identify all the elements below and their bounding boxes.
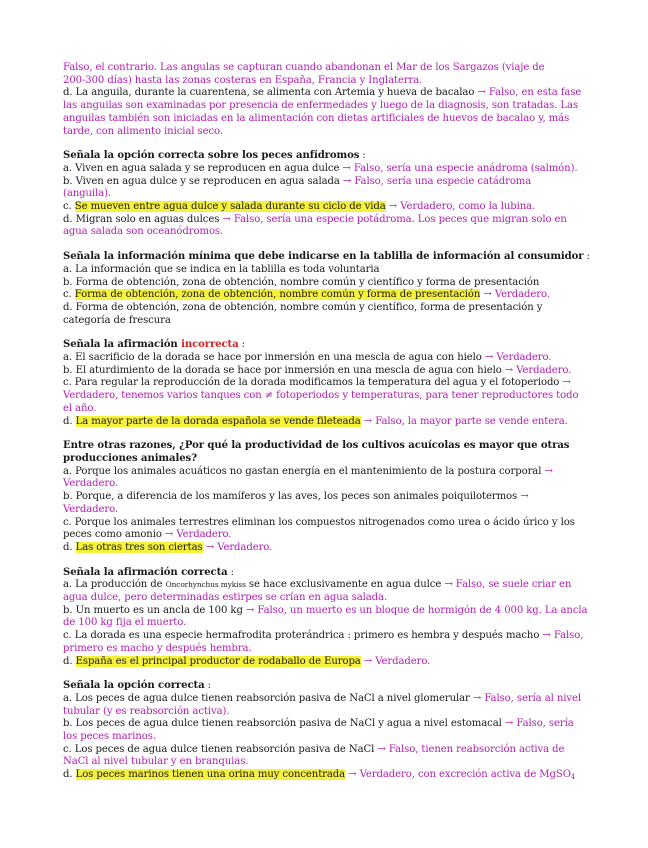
intro-block [63,62,585,138]
question-title-text: Señala la información mínima que debe indicarse en la tablilla de información al consumidor [63,251,584,263]
answer-continuation: el año. [63,402,97,414]
answer-text: → Falso, un muerto es un bloque de hormigón de 4 000 kg. La ancla [242,604,588,616]
species-name: Oncorhynchus mykiss [165,580,246,590]
answer-continuation: (anguila). [63,188,112,200]
answer-arrow: → [517,491,529,503]
option-prefix: d. [63,541,76,553]
option-a [63,693,585,706]
option-text: c. Para regular la reproducción de la dorada modificamos la temperatura del agua y el fotoperiodo [63,377,560,389]
option-text: b. El aturdimiento de la dorada se hace por inmersión en una mescla de agua con hielo [63,364,502,376]
answer-text: → Verdadero. [501,364,572,376]
answer-text: → Falso, tienen reabsorción activa de [374,743,565,755]
option-d [63,416,585,429]
option-text: b. Porque, a diferencia de los mamíferos y las aves, los peces son animales poiquilotermos [63,491,518,503]
answer-text: → Falso, sería [501,718,574,730]
option-prefix: c. [63,201,75,213]
question-block-3 [63,339,585,428]
option-text: d. La anguila, durante la cuarentena, se alimenta con Artemia y hueva de bacalao [63,87,475,99]
answer-continuation: agua dulce, pero determinadas estirpes se crían en agua salada. [63,592,388,604]
option-d [63,656,585,669]
highlighted-option-text: Forma de obtención, zona de obtención, nombre común y forma de presentación [74,289,481,301]
option-d [63,214,585,227]
colon: : [227,566,234,578]
question-title [63,150,585,163]
answer-continuation: Verdadero, tenemos varios tanques con ≠ fotoperiodos y temperaturas, para tener reproductores todo [63,390,579,402]
answer-text [345,769,575,780]
question-block-5 [63,566,588,669]
question-title-text: Señala la afirmación correcta [63,566,228,578]
answer-continuation: primero es macho y después hembra. [63,642,252,654]
option-text: a. Los peces de agua dulce tienen reabsorción pasiva de NaCl a nivel glomerular [63,692,470,704]
answer-continuation: de 100 kg fija el muerto. [63,617,187,629]
intro-line: anguilas también son iniciadas en la alimentación con dietas artificiales de huevos de bacalao y, más [63,112,570,124]
question-title [63,251,590,264]
highlighted-option-text: España es el principal productor de rodaballo de Europa [75,655,361,667]
option-c: c. Porque los animales terrestres eliminan los compuestos nitrogenados como urea o ácido úrico y los [63,516,575,528]
question-block-6 [63,680,585,784]
option-text: a. La producción de [63,579,166,591]
option-d: d. Forma de obtención, zona de obtención, nombre común y científico, forma de presentación y [63,301,543,313]
option-c [63,377,585,390]
option-prefix: d. [63,655,76,667]
option-text: peces como amonio [63,529,162,541]
intro-line: tarde, con alimento inicial seco. [63,125,223,137]
answer-text-main: → Verdadero, con excreción activa de MgSO [345,769,571,781]
option-d [63,769,585,784]
answer-text: → Falso, se suele criar en [441,579,572,591]
option-a [63,466,585,479]
question-title-text: Señala la afirmación [63,339,182,351]
intro-line: Falso, el contrario. Las angulas se capturan cuando abandonan el Mar de los Sargazos (viaje de [63,62,545,73]
highlighted-option-text: Los peces marinos tienen una orina muy concentrada [75,769,346,781]
question-block-2 [63,251,590,327]
answer-text: → Verdadero, como la lubina. [385,201,536,213]
answer-text: → Verdadero. [481,352,552,364]
question-title-text: producciones animales? [63,452,197,464]
question-title-text: Señala la opción correcta sobre los peces anfídromos [63,150,360,162]
highlighted-option-text: La mayor parte de la dorada española se vende fileteada [75,415,361,427]
option-c [63,289,585,302]
answer-text: → Falso, la mayor parte se vende entera. [360,415,568,427]
option-c [63,201,585,214]
question-block-4 [63,440,585,554]
highlighted-option-text: Las otras tres son ciertas [75,541,203,553]
answer-text: → Falso, sería al nivel [469,692,581,704]
highlighted-option-text: Se mueven entre agua dulce y salada durante su ciclo de vida [74,201,386,213]
answer-continuation: tubular (y es reabsorción activa). [63,705,230,717]
option-text: se hace exclusivamente en agua dulce [245,579,442,591]
option-b [63,604,588,618]
option-b: b. Forma de obtención, zona de obtención, nombre común y científico y forma de presentación [63,276,540,288]
answer-text: → Falso, sería una especie catádroma [339,175,532,187]
option-text: d. Migran solo en aguas dulces [63,213,220,225]
answer-continuation: Verdadero. [63,503,119,515]
option-text: a. El sacrificio de la dorada se hace por inmersión en una mescla de agua con hielo [63,352,482,364]
option-b [63,176,585,189]
answer-arrow: → [559,377,571,389]
option-c [63,744,585,757]
question-title-continuation [63,453,585,466]
option-text: a. Porque los animales acuáticos no gastan energía en el mantenimiento de la postura corporal [63,465,542,477]
document-page [63,62,590,784]
answer-continuation: NaCl al nivel tubular y en branquias. [63,756,249,768]
option-text: b. Un muerto es un ancla de 100 kg [63,604,243,616]
option-prefix: c. [63,289,75,301]
answer-arrow: → [541,465,553,477]
colon: : [238,339,245,351]
answer-text: → Verdadero. [480,289,550,301]
option-b [63,718,585,731]
question-title-text: Señala la opción correcta [63,680,205,692]
intro-line: 200-300 días) hasta las zonas costeras en España, Francia y Inglaterra. [63,74,423,86]
option-d [63,542,585,555]
option-prefix: d. [63,415,76,427]
answer-text: → Falso, sería una especie anádroma (salmón). [339,162,578,174]
option-c-continuation [63,529,585,542]
question-block-1 [63,150,585,239]
option-a [63,163,585,176]
question-title [63,339,585,352]
option-prefix: d. [63,769,76,781]
option-text: b. Viven en agua dulce y se reproducen en agua salada [63,175,340,187]
colon: : [359,150,366,162]
colon: : [583,251,590,263]
answer-continuation: los peces marinos. [63,731,156,743]
option-a [63,352,585,365]
option-a: a. La información que se indica en la tablilla es toda voluntaria [63,263,380,275]
option-text: b. Los peces de agua dulce tienen reabsorción pasiva de NaCl y agua a nivel estomacal [63,718,502,730]
question-title-emphasis: incorrecta [181,339,239,351]
option-d-continuation: categoría de frescura [63,314,171,326]
question-title [63,440,585,453]
answer-text: → Verdadero. [161,529,232,541]
answer-text: → Verdadero. [202,541,273,553]
answer-continuation: Verdadero. [63,478,119,490]
option-a [63,579,585,592]
intro-line: las anguilas son examinadas por presencia de enfermedades y luego de la diagnosis, son tratadas. Las [63,100,579,112]
answer-text: → Verdadero. [360,655,431,667]
intro-option-d [63,87,585,100]
question-title-text: Entre otras razones, ¿Por qué la productividad de los cultivos acuícolas es mayor que otras [63,440,570,452]
answer-text: → Falso, sería una especie potádroma. Los peces que migran solo en [219,213,567,225]
option-text: c. Los peces de agua dulce tienen reabsorción pasiva de NaCl [63,743,375,755]
option-b [63,365,585,378]
subscript: 4 [570,773,576,782]
option-c [63,630,585,643]
question-title [63,567,585,580]
answer-continuation: agua salada son oceanódromos. [63,226,224,238]
colon: : [204,680,211,692]
option-text: c. La dorada es una especie hermafrodita proterándrica : primero es hembra y después macho [63,630,540,642]
option-text: a. Viven en agua salada y se reproducen en agua dulce [63,162,340,174]
answer-text: → Falso, en esta fase [474,87,582,99]
option-b [63,491,585,504]
answer-text: → Falso, [539,630,584,642]
question-title [63,680,585,693]
